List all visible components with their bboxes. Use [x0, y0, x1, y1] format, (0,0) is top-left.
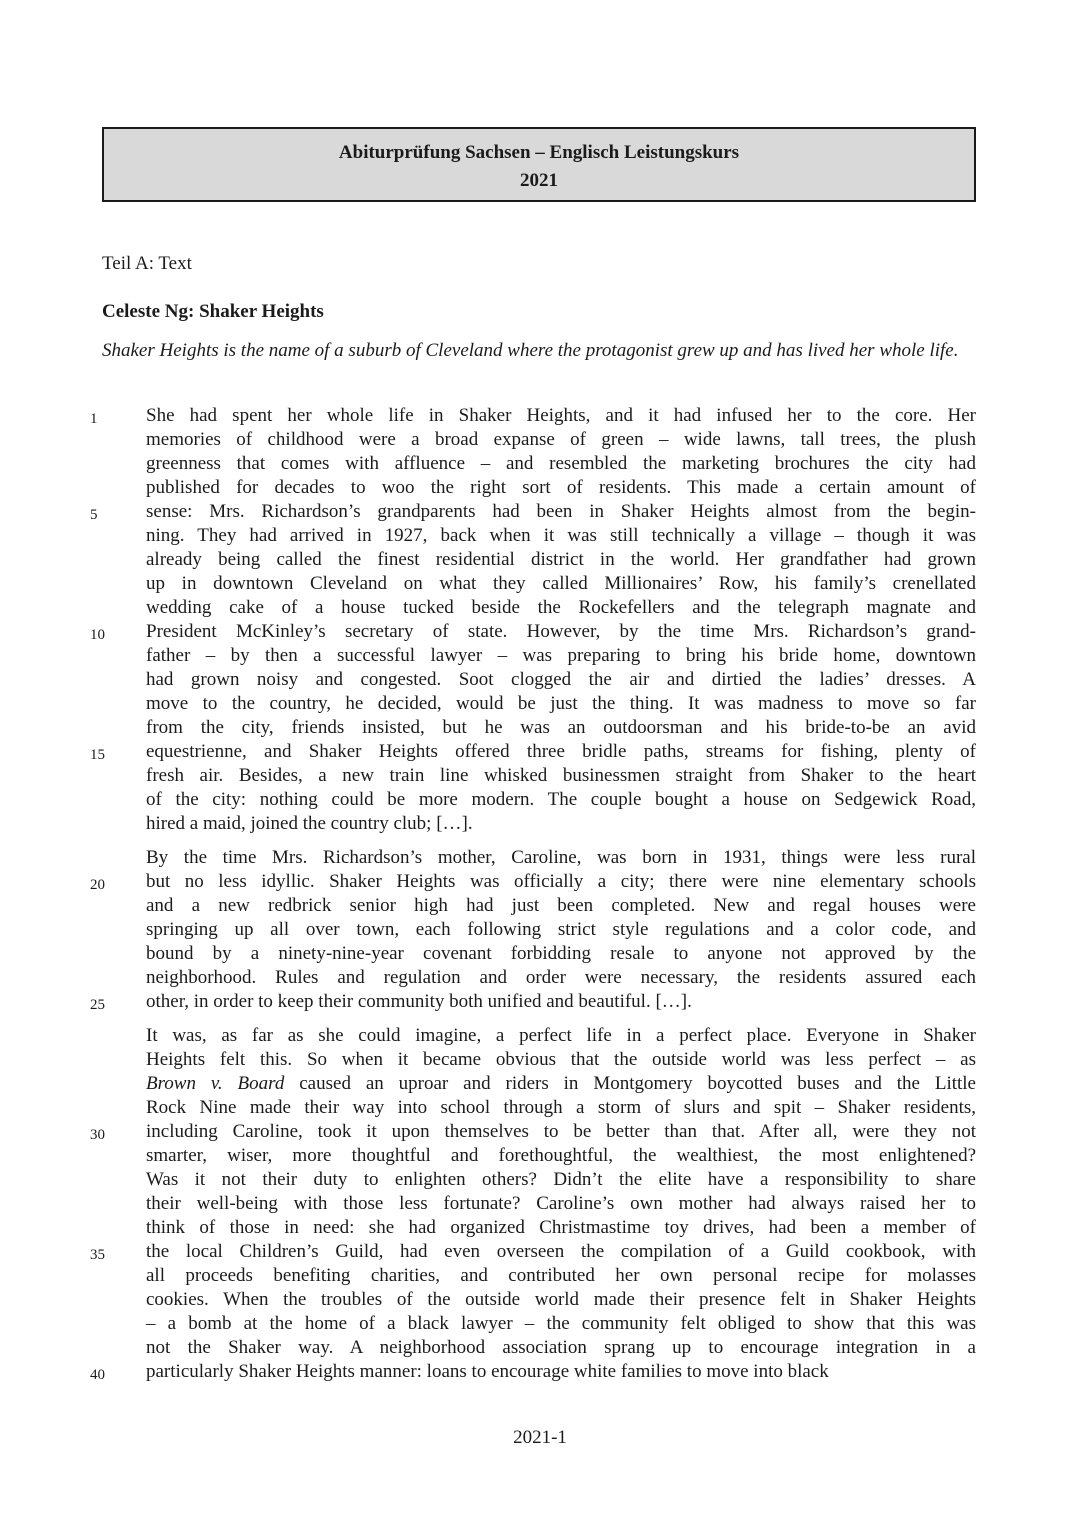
line-number: 15	[90, 747, 105, 763]
text-line	[0, 1336, 1080, 1360]
line-text: greenness that comes with affluence – and resembled the marketing brochures the city had	[146, 453, 976, 474]
page-number: 2021-1	[513, 1427, 567, 1448]
line-text: up in downtown Cleveland on what they called Millionaires’ Row, his family’s crenellated	[146, 573, 976, 594]
exam-header-box	[102, 127, 976, 202]
line-text: memories of childhood were a broad expanse of green – wide lawns, tall trees, the plush	[146, 429, 976, 450]
line-text: By the time Mrs. Richardson’s mother, Caroline, was born in 1931, things were less rural	[146, 847, 976, 868]
text-line	[0, 918, 1080, 942]
line-text-rest: caused an uproar and riders in Montgomery boycotted buses and the Little	[284, 1073, 976, 1094]
text-line	[0, 692, 1080, 716]
intro-text: Shaker Heights is the name of a suburb of Cleveland where the protagonist grew up and has lived her whole life.	[102, 340, 959, 361]
line-number: 1	[90, 411, 98, 427]
line-text: but no less idyllic. Shaker Heights was officially a city; there were nine elementary schools	[146, 871, 976, 892]
line-text: springing up all over town, each following strict style regulations and a color code, and	[146, 919, 976, 940]
line-number: 40	[90, 1367, 105, 1383]
line-text: bound by a ninety-nine-year covenant forbidding resale to anyone not approved by the	[146, 943, 976, 964]
line-text: President McKinley’s secretary of state. However, by the time Mrs. Richardson’s grand-	[146, 621, 976, 642]
text-line	[0, 1360, 1080, 1384]
text-line	[0, 1072, 1080, 1096]
text-line	[0, 716, 1080, 740]
text-line	[0, 966, 1080, 990]
text-line	[0, 500, 1080, 524]
text-line	[0, 1264, 1080, 1288]
text-line	[0, 1312, 1080, 1336]
text-line	[0, 404, 1080, 428]
text-line	[0, 1288, 1080, 1312]
line-text: Heights felt this. So when it became obvious that the outside world was less perfect – as	[146, 1049, 976, 1070]
text-line	[0, 1168, 1080, 1192]
line-number: 20	[90, 877, 105, 893]
text-line	[0, 894, 1080, 918]
text-line	[0, 812, 1080, 836]
line-text: already being called the finest residential district in the world. Her grandfather had grown	[146, 549, 976, 570]
line-text: had grown noisy and congested. Soot clogged the air and dirtied the ladies’ dresses. A	[146, 669, 976, 690]
line-number: 10	[90, 627, 105, 643]
line-text	[146, 1072, 976, 1096]
line-text: She had spent her whole life in Shaker Heights, and it had infused her to the core. Her	[146, 405, 976, 426]
text-line	[0, 572, 1080, 596]
line-number: 30	[90, 1127, 105, 1143]
line-text: smarter, wiser, more thoughtful and forethoughtful, the wealthiest, the most enlightened?	[146, 1145, 976, 1166]
exam-title: Abiturprüfung Sachsen – Englisch Leistungskurs	[338, 142, 740, 163]
line-text: published for decades to woo the right sort of residents. This made a certain amount of	[146, 477, 976, 498]
paragraph	[0, 846, 1080, 1014]
section-label: Teil A: Text	[102, 253, 192, 274]
line-text: father – by then a successful lawyer – was preparing to bring his bride home, downtown	[146, 645, 976, 666]
line-text: all proceeds benefiting charities, and contributed her own personal recipe for molasses	[146, 1265, 976, 1286]
text-line	[0, 740, 1080, 764]
line-text: It was, as far as she could imagine, a perfect life in a perfect place. Everyone in Shaker	[146, 1025, 976, 1046]
line-text: hired a maid, joined the country club; […].	[146, 813, 473, 834]
line-text: Rock Nine made their way into school through a storm of slurs and spit – Shaker residents,	[146, 1097, 976, 1118]
text-line	[0, 870, 1080, 894]
italic-case-name: Brown v. Board	[146, 1073, 285, 1094]
text-line	[0, 1240, 1080, 1264]
paragraph	[0, 1024, 1080, 1384]
line-text: neighborhood. Rules and regulation and order were necessary, the residents assured each	[146, 967, 976, 988]
line-text: sense: Mrs. Richardson’s grandparents had been in Shaker Heights almost from the begin-	[146, 501, 976, 522]
line-text: Was it not their duty to enlighten others? Didn’t the elite have a responsibility to share	[146, 1169, 976, 1190]
line-text: fresh air. Besides, a new train line whisked businessmen straight from Shaker to the heart	[146, 765, 976, 786]
line-text: ning. They had arrived in 1927, back when it was still technically a village – though it was	[146, 525, 976, 546]
text-line	[0, 788, 1080, 812]
line-text: wedding cake of a house tucked beside the Rockefellers and the telegraph magnate and	[146, 597, 976, 618]
line-text: cookies. When the troubles of the outside world made their presence felt in Shaker Heights	[146, 1289, 976, 1310]
line-text: not the Shaker way. A neighborhood association sprang up to encourage integration in a	[146, 1337, 976, 1358]
text-line	[0, 476, 1080, 500]
line-text: their well-being with those less fortunate? Caroline’s own mother had always raised her to	[146, 1193, 976, 1214]
text-line	[0, 1024, 1080, 1048]
text-line	[0, 1120, 1080, 1144]
line-text: think of those in need: she had organized Christmastime toy drives, had been a member of	[146, 1217, 976, 1238]
text-body	[0, 404, 1080, 1384]
line-text: other, in order to keep their community both unified and beautiful. […].	[146, 991, 692, 1012]
line-number: 5	[90, 507, 98, 523]
line-text: from the city, friends insisted, but he was an outdoorsman and his bride-to-be an avid	[146, 717, 976, 738]
line-number: 25	[90, 997, 105, 1013]
text-line	[0, 524, 1080, 548]
text-line	[0, 428, 1080, 452]
text-line	[0, 548, 1080, 572]
paragraph	[0, 404, 1080, 836]
text-line	[0, 668, 1080, 692]
text-line	[0, 452, 1080, 476]
line-text: the local Children’s Guild, had even overseen the compilation of a Guild cookbook, with	[146, 1241, 976, 1262]
line-text: particularly Shaker Heights manner: loans to encourage white families to move into black	[146, 1361, 829, 1382]
text-title: Celeste Ng: Shaker Heights	[102, 301, 324, 322]
line-text: and a new redbrick senior high had just been completed. New and regal houses were	[146, 895, 976, 916]
exam-year: 2021	[520, 170, 558, 191]
line-text: equestrienne, and Shaker Heights offered three bridle paths, streams for fishing, plenty of	[146, 741, 976, 762]
text-line	[0, 1048, 1080, 1072]
line-text: – a bomb at the home of a black lawyer – the community felt obliged to show that this was	[146, 1313, 976, 1334]
text-line	[0, 1144, 1080, 1168]
line-text: move to the country, he decided, would be just the thing. It was madness to move so far	[146, 693, 976, 714]
line-number: 35	[90, 1247, 105, 1263]
text-line	[0, 1096, 1080, 1120]
text-line	[0, 596, 1080, 620]
text-line	[0, 942, 1080, 966]
line-text: of the city: nothing could be more modern. The couple bought a house on Sedgewick Road,	[146, 789, 976, 810]
line-text: including Caroline, took it upon themselves to be better than that. After all, were they not	[146, 1121, 976, 1142]
text-line	[0, 846, 1080, 870]
text-line	[0, 764, 1080, 788]
text-line	[0, 644, 1080, 668]
text-line	[0, 620, 1080, 644]
text-line	[0, 1216, 1080, 1240]
text-line	[0, 1192, 1080, 1216]
text-line	[0, 990, 1080, 1014]
